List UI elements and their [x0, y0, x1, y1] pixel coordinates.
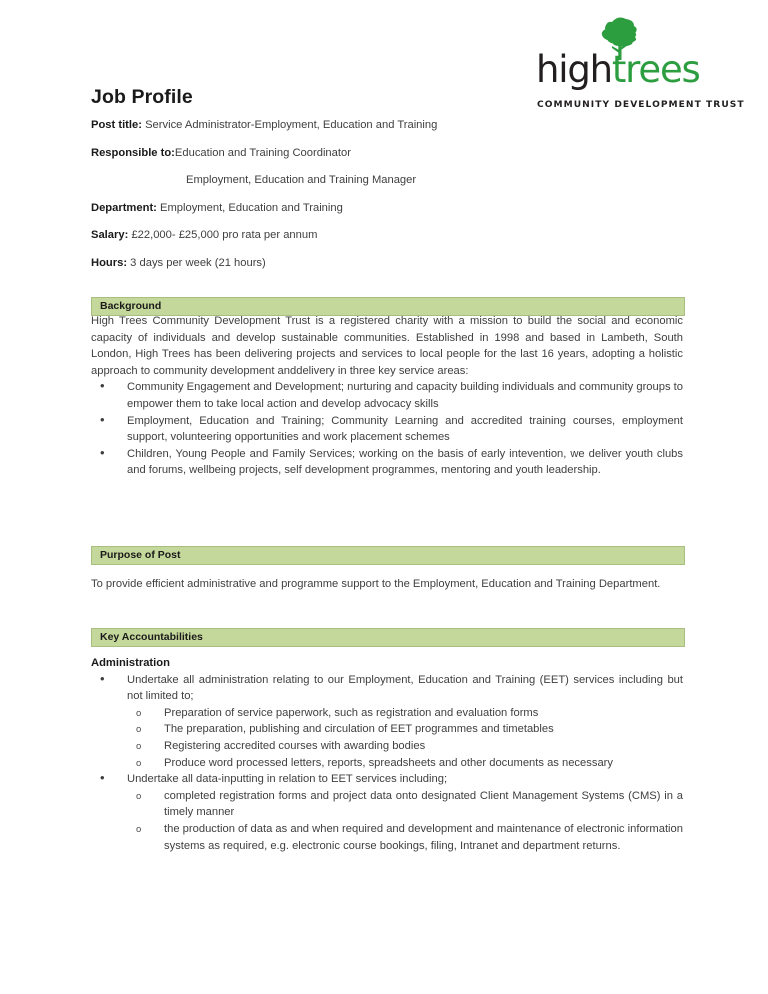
meta-label-department: Department:: [91, 201, 157, 214]
section-header-purpose-of-post-label: Purpose of Post: [100, 549, 181, 561]
list-item: o the production of data as and when required and development and maintenance of electronic information systems as required, e.g. electronic course bookings, filing, Intranet and department returns.: [91, 821, 683, 854]
meta-value-post-title: Service Administrator-Employment, Education and Training: [145, 119, 438, 131]
meta-line-responsible-to: [91, 146, 683, 161]
list-item: • Children, Young People and Family Services; working on the basis of early intevention, we deliver youth clubs and forums, wellbeing projects, self development programmes, mentoring and youth leadership.: [91, 446, 683, 479]
section-body-purpose-of-post: [91, 576, 683, 593]
key-accountabilities-list-2: [91, 771, 683, 788]
meta-line-department: [91, 201, 683, 216]
logo-word-trees: trees: [611, 48, 700, 91]
list-item: • Community Engagement and Development; nurturing and capacity building individuals and community groups to empower them to take local action and develop advocacy skills: [91, 379, 683, 412]
section-header-key-accountabilities: [91, 628, 685, 647]
purpose-paragraph: To provide efficient administrative and programme support to the Employment, Education and Training Department.: [91, 578, 661, 590]
meta-value-hours: 3 days per week (21 hours): [130, 256, 266, 269]
meta-label-post-title: Post title:: [91, 119, 142, 131]
list-item: o completed registration forms and project data onto designated Client Management Systems (CMS) in a timely manner: [91, 788, 683, 821]
meta-label-salary: Salary:: [91, 229, 129, 241]
section-body-key-accountabilities: [91, 655, 683, 854]
job-meta-block: [91, 118, 683, 283]
section-header-key-accountabilities-label: Key Accountabilities: [100, 631, 203, 643]
background-paragraph: High Trees Community Development Trust is a registered charity with a mission to build the social and economic capacity of individuals and develop sustainable communities. Established in 1998 and based in Lambeth, South London, High Trees has been delivering projects and services to local people for the last 16 years, adopting a holistic approach to community development anddelivery in three key service areas:: [91, 315, 683, 377]
meta-label-hours: Hours:: [91, 256, 128, 269]
meta-line-post-title: [91, 118, 683, 133]
meta-value-responsible-to: Education and Training Coordinator: [174, 146, 351, 159]
high-trees-logo: [536, 16, 745, 110]
subheading-administration: Administration: [91, 657, 170, 669]
logo-tagline: COMMUNITY DEVELOPMENT TRUST: [537, 100, 745, 110]
meta-label-responsible-to: Responsible to:: [91, 146, 175, 159]
meta-line-salary: [91, 228, 683, 243]
meta-line-responsible-to-second: [91, 173, 683, 188]
key-accountabilities-sublist-2: [91, 788, 683, 854]
key-accountabilities-list: [91, 672, 683, 705]
meta-value-salary: £22,000- £25,000 pro rata per annum: [131, 229, 318, 241]
key-accountabilities-sublist-1: [91, 705, 683, 771]
logo-word-high: high: [536, 48, 612, 91]
list-item: o Registering accredited courses with awarding bodies: [91, 738, 683, 755]
list-item: • Undertake all data-inputting in relation to EET services including;: [91, 771, 683, 788]
list-item: o The preparation, publishing and circulation of EET programmes and timetables: [91, 721, 683, 738]
background-bullet-list: [91, 379, 683, 479]
section-body-background: [91, 313, 683, 479]
list-item: o Preparation of service paperwork, such as registration and evaluation forms: [91, 705, 683, 722]
list-item: • Employment, Education and Training; Community Learning and accredited training courses, employment support, volunteering opportunities and work placement schemes: [91, 413, 683, 446]
section-header-purpose-of-post: [91, 546, 685, 565]
meta-value-department: Employment, Education and Training: [160, 201, 343, 214]
meta-value-responsible-to-second: Employment, Education and Training Manager: [186, 174, 417, 186]
section-header-background-label: Background: [100, 300, 162, 312]
list-item: o Produce word processed letters, reports, spreadsheets and other documents as necessary: [91, 755, 683, 772]
logo-wordmark: [536, 50, 736, 90]
meta-line-hours: [91, 256, 683, 271]
list-item: • Undertake all administration relating to our Employment, Education and Training (EET) services including but not limited to;: [91, 672, 683, 705]
page-title: Job Profile: [91, 86, 193, 108]
